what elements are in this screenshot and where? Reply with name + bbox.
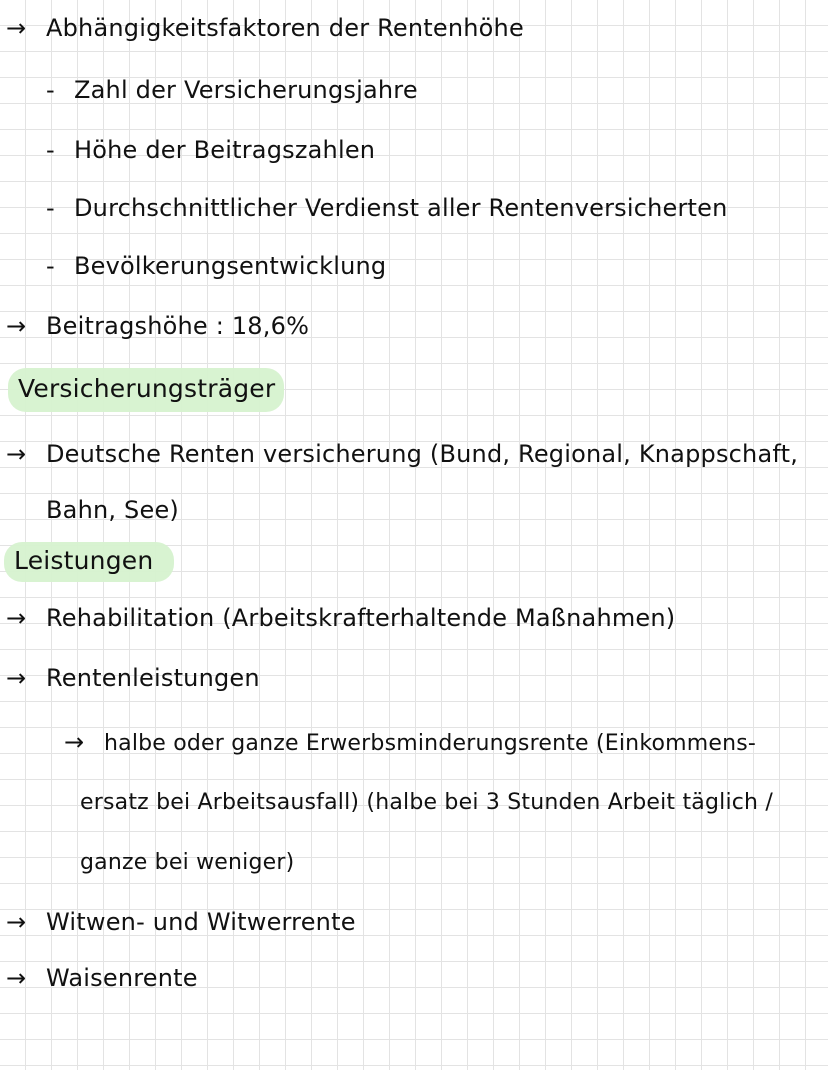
note-line: [6, 440, 798, 468]
note-line: [46, 252, 386, 280]
note-text: Waisenrente: [46, 964, 198, 992]
note-text: Höhe der Beitragszahlen: [74, 136, 376, 164]
dash-bullet: -: [46, 252, 55, 280]
note-text: Abhängigkeitsfaktoren der Rentenhöhe: [46, 14, 524, 42]
note-line: [64, 728, 756, 756]
note-text: Bevölkerungsentwicklung: [74, 252, 387, 280]
dash-bullet: -: [46, 194, 55, 222]
note-line: [46, 76, 418, 104]
note-line: [6, 664, 260, 692]
arrow-icon: →: [6, 964, 27, 992]
arrow-icon: →: [6, 604, 27, 632]
note-line: [6, 964, 198, 992]
dash-bullet: -: [46, 136, 55, 164]
arrow-icon: →: [6, 908, 27, 936]
note-line: [6, 312, 309, 340]
note-text: halbe oder ganze Erwerbsminderungsrente (Einkommens-: [104, 731, 757, 756]
arrow-icon: →: [6, 440, 27, 468]
note-text: Witwen- und Witwerrente: [46, 908, 356, 936]
arrow-icon: →: [6, 14, 27, 42]
note-line: [46, 136, 375, 164]
arrow-icon: →: [6, 312, 27, 340]
note-text: ganze bei weniger): [80, 850, 295, 875]
note-line: [6, 14, 524, 42]
note-text: Rehabilitation (Arbeitskrafterhaltende Maßnahmen): [46, 604, 676, 632]
note-text: ersatz bei Arbeitsausfall) (halbe bei 3 Stunden Arbeit täglich /: [80, 790, 773, 815]
heading-text: Versicherungsträger: [18, 374, 276, 403]
note-text: Zahl der Versicherungsjahre: [74, 76, 418, 104]
note-text: Bahn, See): [46, 496, 179, 524]
section-heading: [14, 546, 153, 575]
section-heading: [18, 374, 275, 403]
note-text: Rentenleistungen: [46, 664, 260, 692]
note-text: Durchschnittlicher Verdienst aller Rentenversicherten: [74, 194, 728, 222]
note-line: [80, 790, 773, 815]
arrow-icon: →: [64, 728, 85, 756]
note-line: [6, 908, 356, 936]
dash-bullet: -: [46, 76, 55, 104]
arrow-icon: →: [6, 664, 27, 692]
note-text: Beitragshöhe : 18,6%: [46, 312, 310, 340]
note-text: Deutsche Renten versicherung (Bund, Regional, Knappschaft,: [46, 440, 799, 468]
note-line: [46, 194, 728, 222]
note-line: [6, 604, 675, 632]
note-line: [80, 850, 294, 875]
heading-text: Leistungen: [14, 546, 154, 575]
note-line: [46, 496, 179, 524]
